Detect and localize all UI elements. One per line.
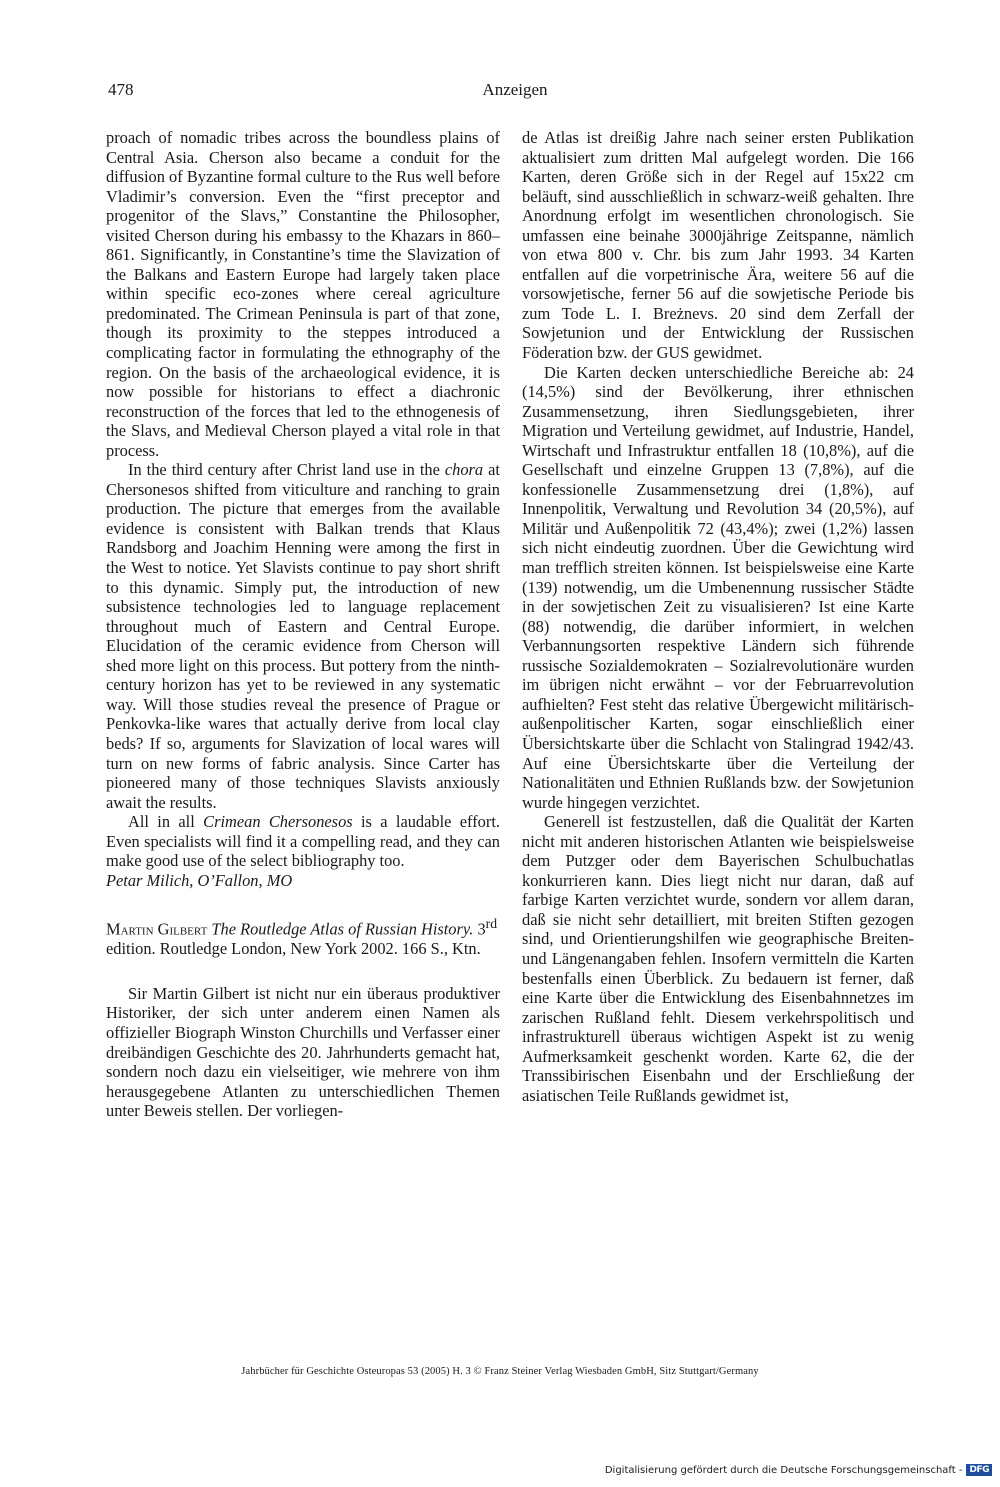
dfg-logo-icon: DFG <box>966 1464 992 1476</box>
running-header: Anzeigen <box>482 80 548 99</box>
paragraph: Sir Martin Gilbert ist nicht nur ein überaus produktiver Historiker, der sich unter anderem einen Namen als offizieller Biograph Winston Churchills und Verfasser einer dreibändigen Geschichte des 20. Jahrhunderts gemacht hat, sondern noch dazu ein vielseitiger, wie mehrere von ihm herausgegebene Atlanten zu unterschiedlichen Themen unter Beweis stellen. Der vorliegen- <box>106 983 500 1121</box>
dfg-credit-text: Digitalisierung gefördert durch die Deutsche Forschungsgemeinschaft - <box>604 1464 963 1476</box>
right-column <box>522 128 914 1105</box>
left-column <box>106 128 500 1121</box>
paragraph: Die Karten decken unterschiedliche Bereiche ab: 24 (14,5%) sind der Bevölkerung, ihrer ethnischen Zusammensetzung, ihren Siedlungsgebieten, ihrer Migration und Verteilung gewidmet, auf Industrie, Handel, Wirtschaft und Infrastruktur entfallen 18 (10,8%), auf die Gesellschaft und einzelne Gruppen 13 (7,8%), auf die konfessionelle Zusammensetzung drei (1,8%), auf Innenpolitik, Verwaltung und Revolution 34 (20,5%), auf Militär und Außenpolitik 72 (43,4%); zwei (1,2%) lassen sich nicht eindeutig zuordnen. Über die Gewichtung wird man trefflich streiten können. Ist beispielsweise eine Karte (139) notwendig, um die Umbenennung russischer Städte in der sowjetischen Zeit zu visualisieren? Ist eine Karte (88) notwendig, die darüber informiert, in welchen Verbannungsorten respektive Ländern sich führende russische Sozialdemokraten – Sozialrevolutionäre wurden im übrigen nicht erwähnt – vor der Februarrevolution aufhielten? Fest steht das relative Übergewicht militärisch-außenpolitischer Karten, sogar einschließlich einer Übersichtskarte über die Schlacht von Stalingrad 1942/43. Auf eine Übersichtskarte über die Verteilung der Nationalitäten und Ethnien Rußlands bzw. der Sowjetunion wurde hingegen verzichtet. <box>522 362 914 812</box>
paragraph: de Atlas ist dreißig Jahre nach seiner ersten Publikation aktualisiert zum dritten Mal aufgelegt worden. Die 166 Karten, deren Größe sich in der Regel auf 15x22 cm beläuft, sind ausschließlich in schwarz-weiß gehalten. Ihre Anordnung erfolgt im wesentlichen chronologisch. Sie umfassen eine beinahe 3000jährige Zeitspanne, nämlich von etwa 800 v. Chr. bis zum Jahr 1993. 34 Karten entfallen auf die vorpetrinische Ära, weitere 56 auf die vorsowjetische, ferner 56 auf die sowjetische Periode bis zum Tode L. I. Breżnevs. 20 sind dem Zerfall der Sowjetunion und der Entwicklung der Russischen Föderation bzw. der GUS gewidmet. <box>522 128 914 363</box>
dfg-credit <box>605 1464 992 1476</box>
paragraph: All in all Crimean Chersonesos is a laudable effort. Even specialists will find it a compelling read, and they can make good use of the select bibliography too. <box>106 812 500 871</box>
reviewer-signature: Petar Milich, O’Fallon, MO <box>106 870 293 890</box>
paragraph: proach of nomadic tribes across the boundless plains of Central Asia. Cherson also became a conduit for the diffusion of Byzantine formal culture to the Rus well before Vladimir’s conversion. Even the “first preceptor and progenitor of the Slavs,” Constantine the Philosopher, visited Cherson during his embassy to the Khazars in 860–861. Significantly, in Constantine’s time the Slavization of the Balkans and Eastern Europe had largely taken place within specific eco-zones where cereal agriculture predominated. The Crimean Peninsula is part of that zone, though its proximity to the steppes introduced a complicating factor in formulating the ethnography of the region. On the basis of the archaeological evidence, it is now possible for historians to effect a diachronic reconstruction of the forces that led to the ethnogenesis of the Slavs, and Medieval Cherson played a vital role in that process. <box>106 128 500 460</box>
journal-footer: Jahrbücher für Geschichte Osteuropas 53 (2005) H. 3 © Franz Steiner Verlag Wiesbaden GmbH, Sitz Stuttgart/Germany <box>241 1366 759 1377</box>
paragraph: In the third century after Christ land use in the chora at Chersonesos shifted from viticulture and ranching to grain production. The picture that emerges from the available evidence is consistent with Balkan trends that Klaus Randsborg and Joachim Henning were among the first in the West to notice. Yet Slavists continue to pay short shrift to this dynamic. Simply put, the introduction of new subsistence technologies led to language replacement throughout much of Eastern and Central Europe. Elucidation of the ceramic evidence from Cherson will shed more light on this process. But pottery from the ninth-century horizon has yet to be reviewed in any systematic way. Will those studies reveal the presence of Prague or Penkovka-like wares that actually derive from local clay beds? If so, arguments for Slavization of local wares will turn on new forms of fabric analysis. Since Carter has pioneered many of those techniques Slavists anxiously await the results. <box>106 460 500 812</box>
book-citation: Martin Gilbert The Routledge Atlas of Russian History. 3rd edition. Routledge London, New York 2002. 166 S., Ktn. <box>106 916 498 959</box>
page-number: 478 <box>108 80 134 99</box>
paragraph: Generell ist festzustellen, daß die Qualität der Karten nicht mit anderen historischen Atlanten wie beispielsweise dem Putzger oder dem Bayerischen Schulbuchatlas konkurrieren kann. Dies liegt nicht nur daran, daß auf farbige Karten verzichtet wurde, sondern vor allem daran, daß sie nicht sehr detailliert, mit breiten Stiften gezogen sind, und Orientierungshilfen wie geographische Breiten- und Längenangaben fehlen. Insofern vermitteln die Karten bestenfalls einen Überblick. Zu bedauern ist ferner, daß eine Karte über die Entwicklung des Eisenbahnnetzes im zarischen Rußland fehlt. Diesem verkehrspolitisch und infrastrukturell überaus wichtigen Aspekt ist zu wenig Aufmerksamkeit geschenkt worden. Karte 62, die der Transsibirischen Eisenbahn und der Erschließung der asiatischen Teile Rußlands gewidmet ist, <box>522 812 914 1105</box>
